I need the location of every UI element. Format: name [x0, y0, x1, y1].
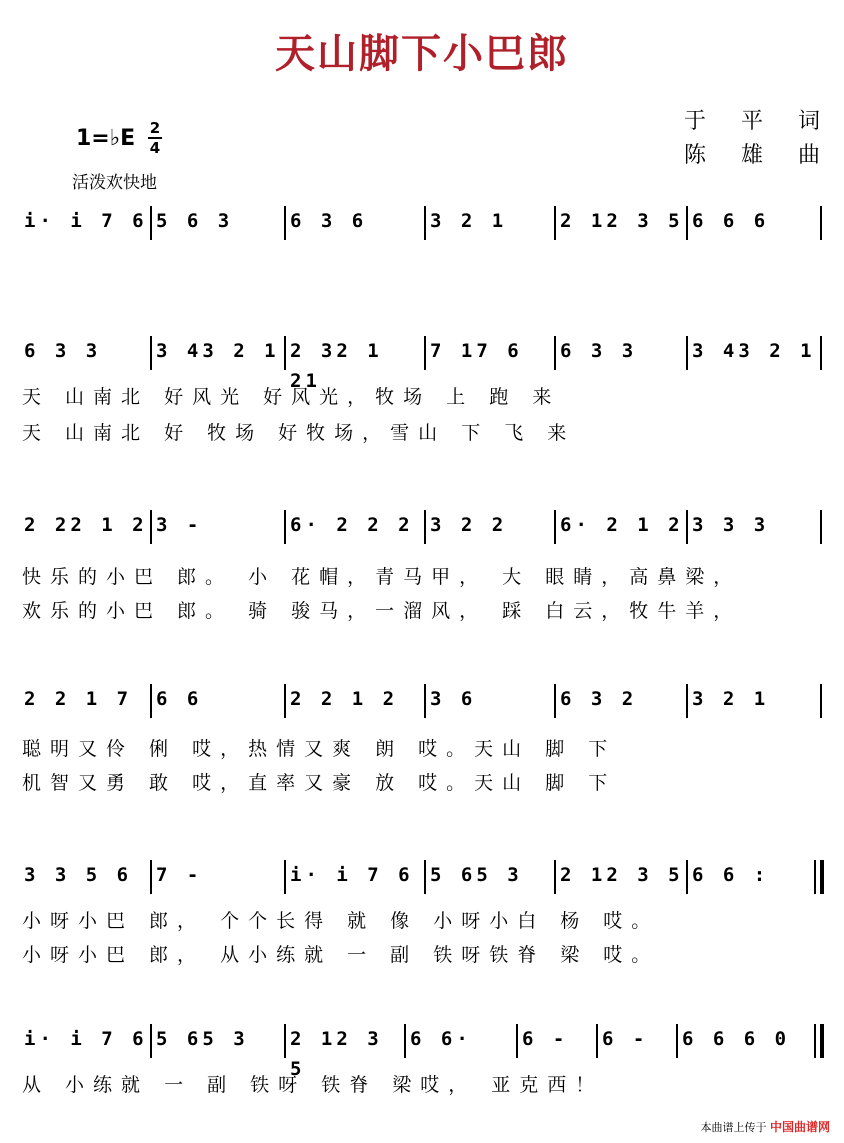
- measure: 2 12 3 5: [290, 1028, 383, 1080]
- lyric-verse-1: 小呀小巴 郎， 个个长得 就 像 小呀小白 杨 哎。: [22, 910, 660, 932]
- measure: 3 -: [156, 514, 203, 536]
- measure: 6 3 3: [24, 340, 102, 362]
- measure: i· i 7 6: [290, 864, 414, 886]
- site-logo: 中国曲谱网: [769, 1120, 830, 1134]
- measure: 3 2 1: [692, 688, 770, 710]
- score-line-2: [20, 336, 830, 392]
- time-signature: [148, 120, 162, 156]
- measure: 6 3 6: [290, 210, 368, 232]
- lyric-verse-1: 快乐的小巴 郎。 小 花帽，青马甲， 大 眼睛，高鼻梁，: [22, 566, 742, 588]
- lyric-verse-2: 小呀小巴 郎， 从小练就 一 副 铁呀铁脊 梁 哎。: [22, 944, 660, 966]
- measure: 3 43 2 1: [692, 340, 816, 362]
- measure: 2 12 3 5: [560, 864, 684, 886]
- score-line-4: [20, 684, 830, 728]
- measure: 2 2 1 7: [24, 688, 133, 710]
- score-line-6: [20, 1024, 830, 1080]
- measure: 6 6 6: [692, 210, 770, 232]
- measure: 3 3 3: [692, 514, 770, 536]
- measure: 6 6 :: [692, 864, 770, 886]
- measure: 6 6·: [410, 1028, 472, 1050]
- lyric-verse-1: 从 小练就 一 副 铁呀 铁脊 梁哎， 亚克西！: [22, 1074, 604, 1096]
- meter-bottom: 4: [149, 139, 161, 157]
- repeat-barline: [820, 860, 824, 894]
- measure: 2 32 1 21: [290, 340, 383, 392]
- lyricist-credit: 于 平 词: [684, 109, 834, 134]
- measure: 6· 2 2 2: [290, 514, 414, 536]
- barline: [820, 510, 822, 544]
- lyric-verse-1: 聪明又伶 俐 哎，热情又爽 朗 哎。天山 脚 下: [22, 738, 617, 760]
- measure: 2 22 1 2: [24, 514, 148, 536]
- song-title: 天山脚下小巴郎: [275, 31, 569, 77]
- measure: 6 3 3: [560, 340, 638, 362]
- lyric-verse-2: 欢乐的小巴 郎。 骑 骏马，一溜风， 踩 白云，牧牛羊，: [22, 600, 742, 622]
- measure: 5 65 3: [430, 864, 523, 886]
- measure: 5 65 3: [156, 1028, 249, 1050]
- measure: 3 2 2: [430, 514, 508, 536]
- lyric-verse-1: 天 山南北 好风光 好风光，牧场 上 跑 来: [22, 386, 561, 408]
- footer-uploaded: 本曲谱上传于: [700, 1121, 767, 1134]
- measure: 6· 2 1 2: [560, 514, 684, 536]
- measure: 3 2 1: [430, 210, 508, 232]
- measure: 6 -: [602, 1028, 649, 1050]
- measure: 5 6 3: [156, 210, 234, 232]
- score-line-5: [20, 860, 830, 904]
- measure: 6 6: [156, 688, 203, 710]
- measure: 2 2 1 2: [290, 688, 399, 710]
- barline: [814, 860, 816, 894]
- measure: i· i 7 6: [24, 1028, 148, 1050]
- final-barline: [820, 1024, 824, 1058]
- lyric-verse-2: 天 山南北 好 牧场 好牧场，雪山 下 飞 来: [22, 422, 576, 444]
- measure: 7 -: [156, 864, 203, 886]
- lyric-verse-2: 机智又勇 敢 哎，直率又豪 放 哎。天山 脚 下: [22, 772, 617, 794]
- measure: 6 -: [522, 1028, 569, 1050]
- measure: 3 3 5 6: [24, 864, 133, 886]
- measure: 6 6 6 0: [682, 1028, 791, 1050]
- measure: 7 17 6: [430, 340, 523, 362]
- barline: [820, 684, 822, 718]
- measure: 2 12 3 5: [560, 210, 684, 232]
- measure: 3 43 2 1: [156, 340, 280, 362]
- measure: i· i 7 6: [24, 210, 148, 232]
- measure: 6 3 2: [560, 688, 638, 710]
- barline: [814, 1024, 816, 1058]
- barline: [820, 206, 822, 240]
- barline: [820, 336, 822, 370]
- score-line-3: [20, 510, 830, 554]
- footer-source: [700, 1118, 830, 1135]
- tempo-marking: 活泼欢快地: [72, 173, 157, 193]
- score-line-1: [20, 206, 830, 250]
- meter-top: 2: [149, 119, 161, 137]
- measure: 3 6: [430, 688, 477, 710]
- key-signature: 1=♭E: [76, 126, 136, 151]
- composer-credit: 陈 雄 曲: [684, 143, 834, 168]
